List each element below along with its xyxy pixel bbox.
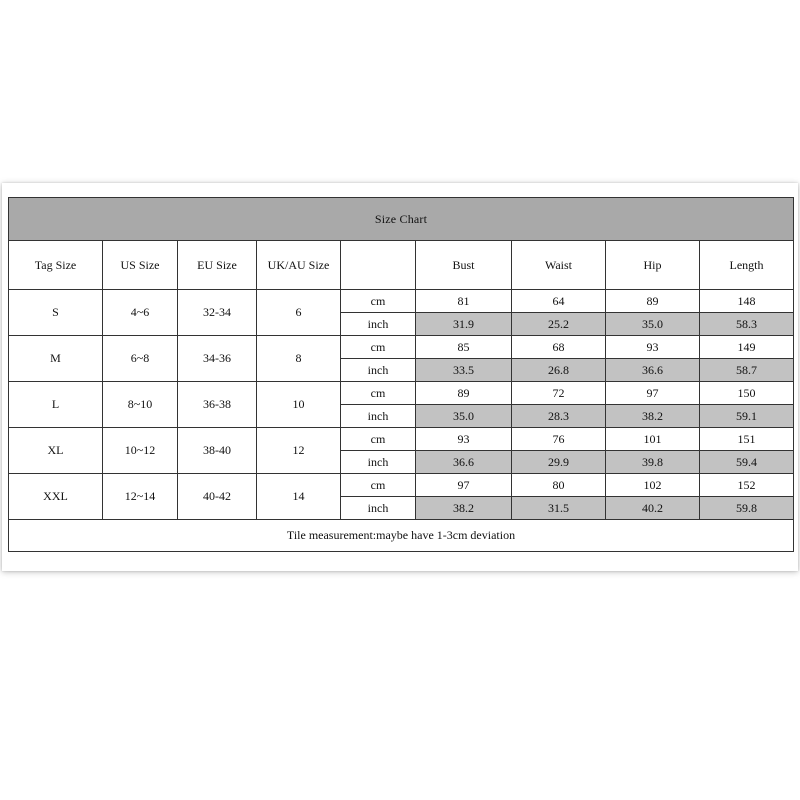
ukau-size-cell: 6: [257, 290, 341, 336]
length-cm-cell: 149: [700, 336, 794, 359]
ukau-size-cell: 12: [257, 428, 341, 474]
us-size-cell: 4~6: [103, 290, 178, 336]
bust-inch-cell: 35.0: [416, 405, 512, 428]
length-cm-cell: 148: [700, 290, 794, 313]
table-row: [9, 428, 794, 451]
eu-size-cell: 38-40: [178, 428, 257, 474]
bust-inch-cell: 36.6: [416, 451, 512, 474]
eu-size-cell: 34-36: [178, 336, 257, 382]
waist-cm-cell: 76: [512, 428, 606, 451]
hip-cm-cell: 89: [606, 290, 700, 313]
hip-cm-cell: 101: [606, 428, 700, 451]
size-chart-table: [8, 197, 794, 552]
waist-inch-cell: 29.9: [512, 451, 606, 474]
tag-size-cell: XL: [9, 428, 103, 474]
unit-cm-cell: cm: [341, 474, 416, 497]
unit-cm-cell: cm: [341, 428, 416, 451]
hip-inch-cell: 39.8: [606, 451, 700, 474]
bust-cm-cell: 85: [416, 336, 512, 359]
us-size-cell: 8~10: [103, 382, 178, 428]
header-bust: Bust: [416, 241, 512, 290]
unit-inch-cell: inch: [341, 497, 416, 520]
hip-inch-cell: 38.2: [606, 405, 700, 428]
waist-inch-cell: 25.2: [512, 313, 606, 336]
eu-size-cell: 32-34: [178, 290, 257, 336]
waist-inch-cell: 26.8: [512, 359, 606, 382]
unit-inch-cell: inch: [341, 313, 416, 336]
unit-inch-cell: inch: [341, 451, 416, 474]
tag-size-cell: M: [9, 336, 103, 382]
bust-cm-cell: 97: [416, 474, 512, 497]
note-row: [9, 520, 794, 552]
us-size-cell: 12~14: [103, 474, 178, 520]
table-row: [9, 474, 794, 497]
header-hip: Hip: [606, 241, 700, 290]
tag-size-cell: XXL: [9, 474, 103, 520]
length-inch-cell: 58.7: [700, 359, 794, 382]
hip-inch-cell: 36.6: [606, 359, 700, 382]
bust-inch-cell: 33.5: [416, 359, 512, 382]
hip-inch-cell: 35.0: [606, 313, 700, 336]
ukau-size-cell: 14: [257, 474, 341, 520]
hip-cm-cell: 93: [606, 336, 700, 359]
ukau-size-cell: 8: [257, 336, 341, 382]
header-eu-size: EU Size: [178, 241, 257, 290]
bust-cm-cell: 93: [416, 428, 512, 451]
measurement-note: Tile measurement:maybe have 1-3cm deviation: [9, 520, 794, 552]
length-inch-cell: 59.4: [700, 451, 794, 474]
unit-cm-cell: cm: [341, 290, 416, 313]
table-row: [9, 290, 794, 313]
eu-size-cell: 40-42: [178, 474, 257, 520]
hip-inch-cell: 40.2: [606, 497, 700, 520]
header-us-size: US Size: [103, 241, 178, 290]
header-waist: Waist: [512, 241, 606, 290]
unit-cm-cell: cm: [341, 336, 416, 359]
hip-cm-cell: 102: [606, 474, 700, 497]
waist-inch-cell: 31.5: [512, 497, 606, 520]
bust-inch-cell: 31.9: [416, 313, 512, 336]
header-ukau-size: UK/AU Size: [257, 241, 341, 290]
length-cm-cell: 152: [700, 474, 794, 497]
header-unit: [341, 241, 416, 290]
bust-inch-cell: 38.2: [416, 497, 512, 520]
length-cm-cell: 151: [700, 428, 794, 451]
unit-cm-cell: cm: [341, 382, 416, 405]
length-inch-cell: 59.8: [700, 497, 794, 520]
length-cm-cell: 150: [700, 382, 794, 405]
table-row: [9, 382, 794, 405]
waist-inch-cell: 28.3: [512, 405, 606, 428]
length-inch-cell: 59.1: [700, 405, 794, 428]
bust-cm-cell: 89: [416, 382, 512, 405]
unit-inch-cell: inch: [341, 359, 416, 382]
chart-title: Size Chart: [9, 198, 794, 241]
eu-size-cell: 36-38: [178, 382, 257, 428]
waist-cm-cell: 68: [512, 336, 606, 359]
table-row: [9, 336, 794, 359]
header-tag-size: Tag Size: [9, 241, 103, 290]
unit-inch-cell: inch: [341, 405, 416, 428]
hip-cm-cell: 97: [606, 382, 700, 405]
length-inch-cell: 58.3: [700, 313, 794, 336]
tag-size-cell: L: [9, 382, 103, 428]
waist-cm-cell: 80: [512, 474, 606, 497]
tag-size-cell: S: [9, 290, 103, 336]
ukau-size-cell: 10: [257, 382, 341, 428]
us-size-cell: 10~12: [103, 428, 178, 474]
waist-cm-cell: 72: [512, 382, 606, 405]
us-size-cell: 6~8: [103, 336, 178, 382]
bust-cm-cell: 81: [416, 290, 512, 313]
waist-cm-cell: 64: [512, 290, 606, 313]
header-length: Length: [700, 241, 794, 290]
